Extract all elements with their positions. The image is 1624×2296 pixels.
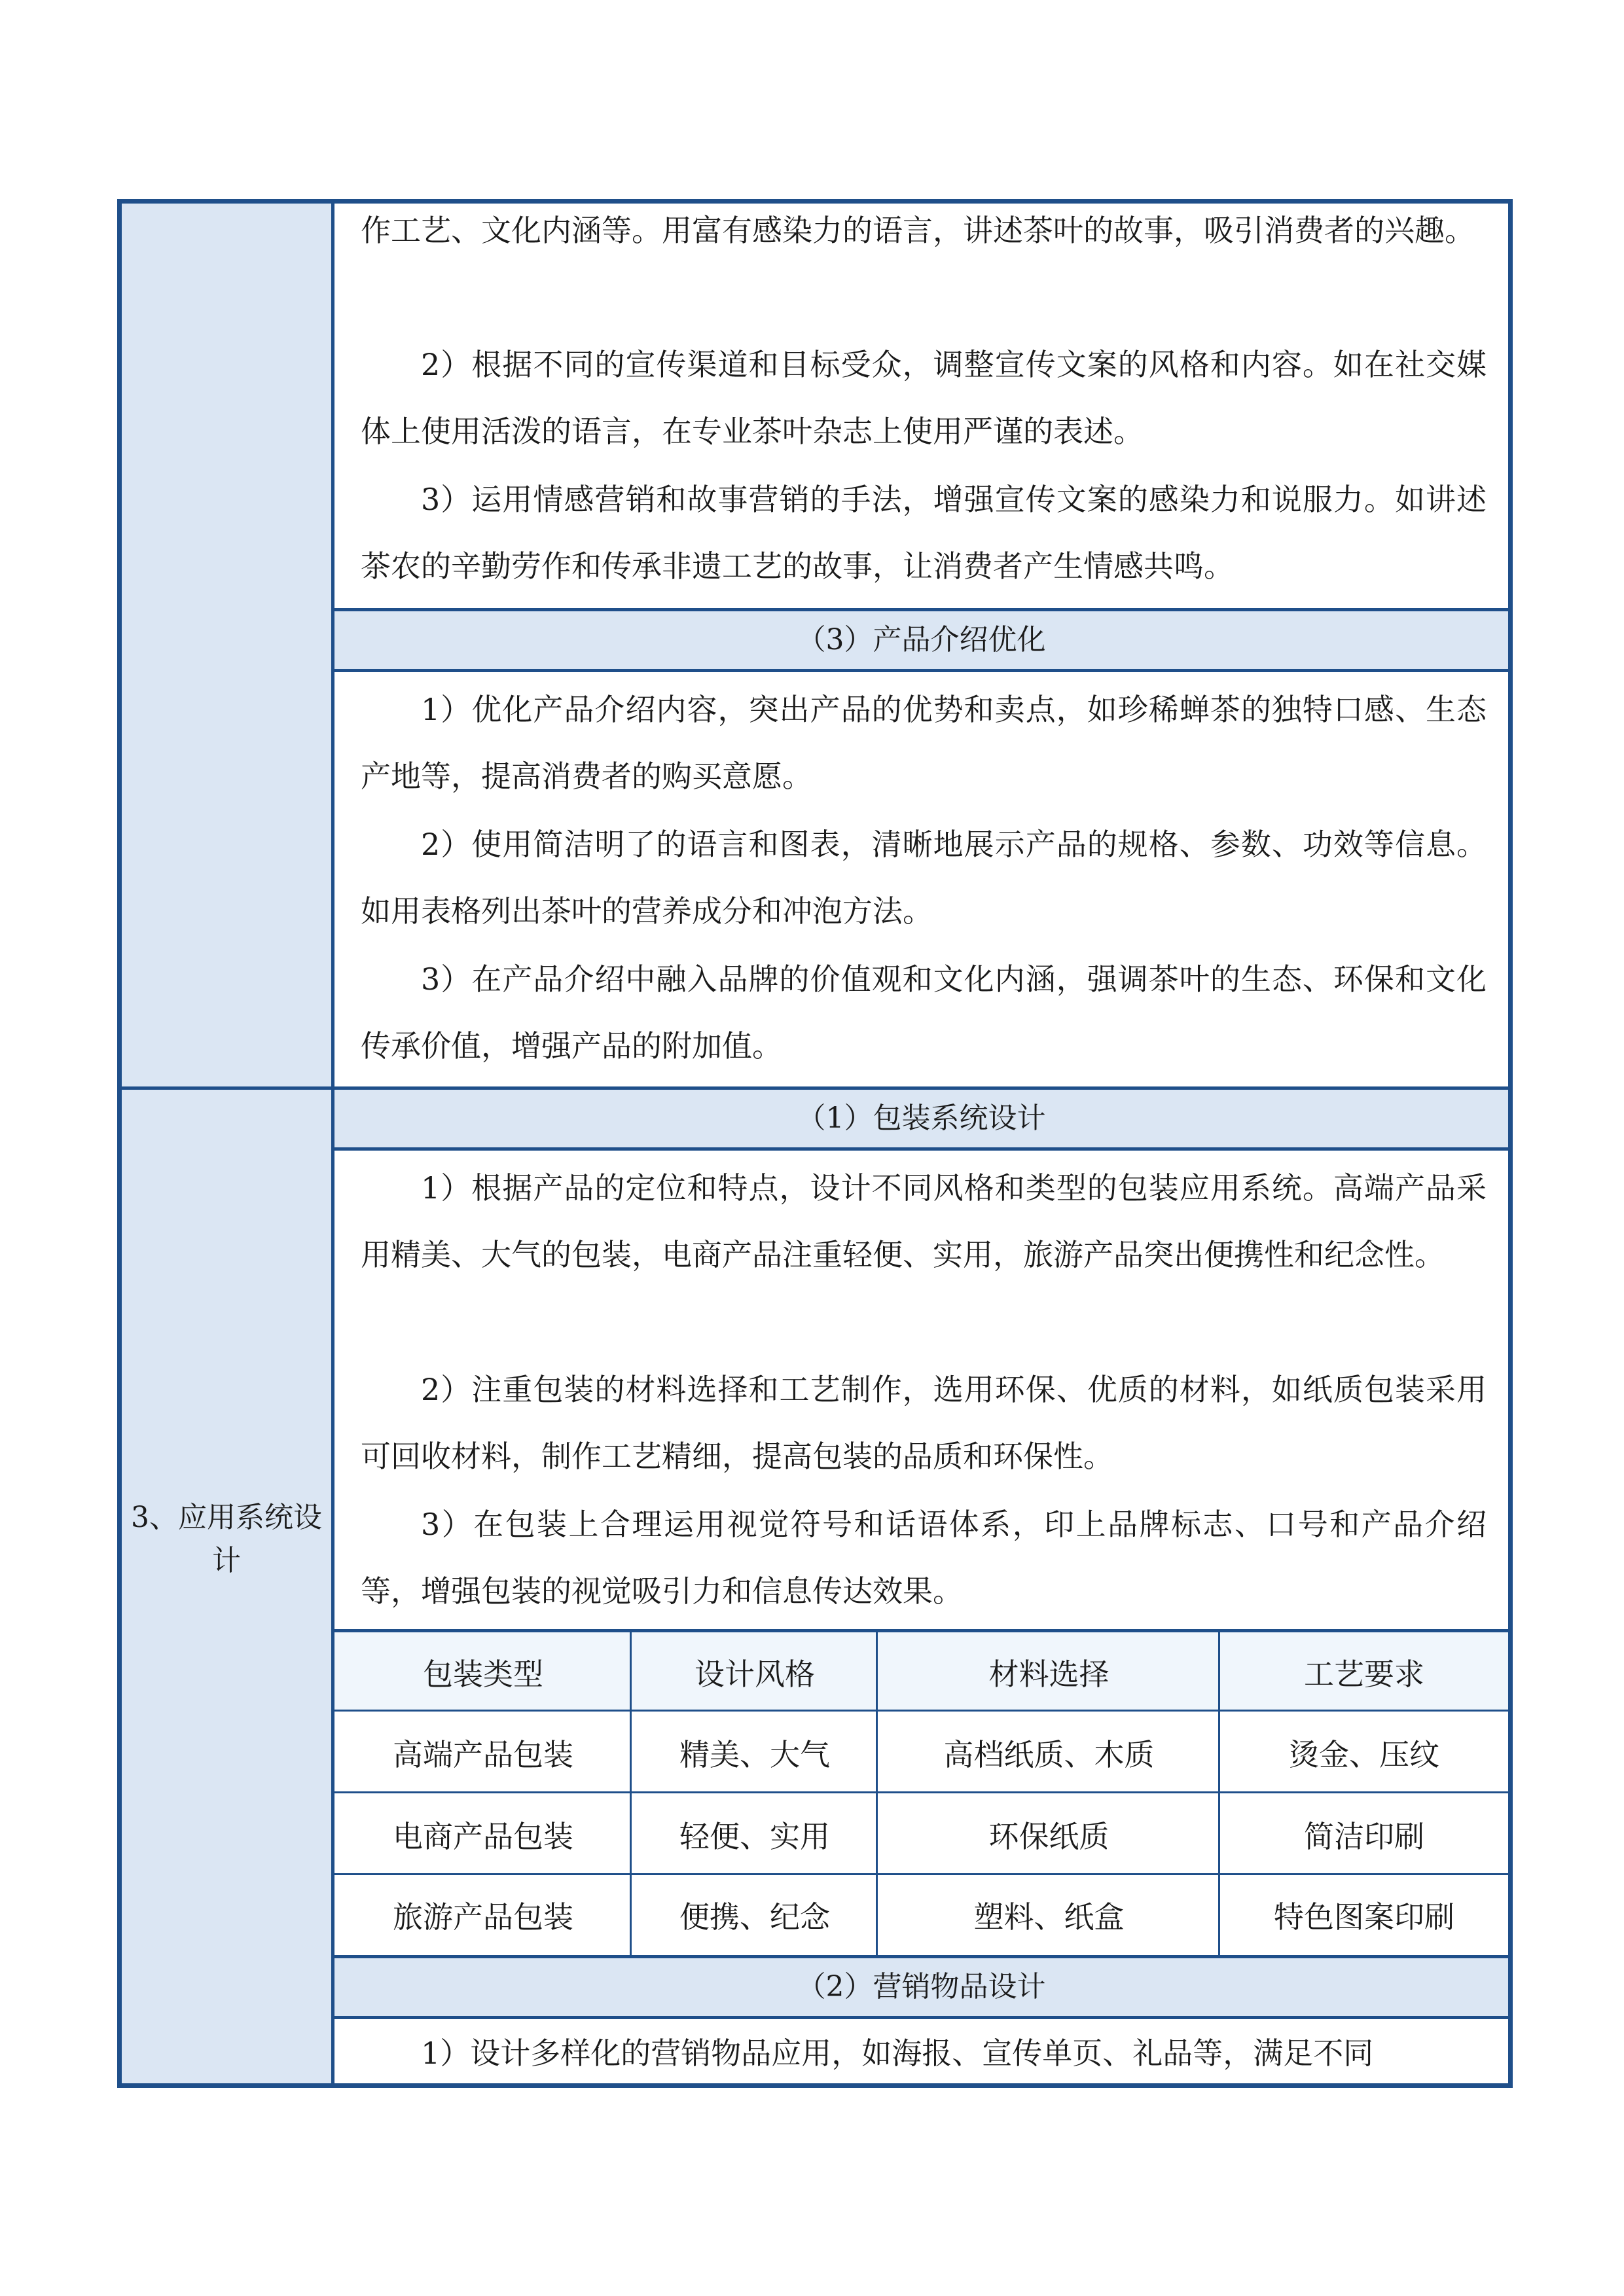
section-label-application-system: 3、应用系统设计 (131, 1501, 322, 1577)
table-cell: 环保纸质 (988, 1818, 1110, 1854)
paragraph-product-content: 1）优化产品介绍内容，突出产品的优势和卖点，如珍稀蝉茶的独特口感、生态产地等，提高消费者的购买意愿。 (361, 692, 1487, 794)
table-header-cell: 设计风格 (695, 1656, 815, 1692)
table-cell: 塑料、纸盒 (973, 1899, 1125, 1935)
paragraph-copy-channels: 2）根据不同的宣传渠道和目标受众，调整宣传文案的风格和内容。如在社交媒体上使用活泼的语言，在专业茶叶杂志上使用严谨的表述。 (361, 347, 1487, 449)
table-cell: 旅游产品包装 (393, 1899, 573, 1935)
column-divider (331, 204, 334, 2083)
table-header-cell: 材料选择 (988, 1656, 1110, 1692)
table-cell: 高端产品包装 (393, 1736, 573, 1772)
table-header-cell: 工艺要求 (1304, 1656, 1424, 1692)
table-cell: 烫金、压纹 (1289, 1736, 1439, 1772)
paragraph-product-values: 3）在产品介绍中融入品牌的价值观和文化内涵，强调茶叶的生态、环保和文化传承价值，增强产品的附加值。 (361, 961, 1487, 1064)
row-divider (334, 2016, 1508, 2019)
table-cell: 高档纸质、木质 (943, 1736, 1155, 1772)
table-cell: 电商产品包装 (393, 1818, 573, 1854)
paragraph-packaging-symbols: 3）在包装上合理运用视觉符号和话语体系，印上品牌标志、口号和产品介绍等，增强包装的视觉吸引力和信息传达效果。 (361, 1507, 1487, 1609)
paragraph-product-charts: 2）使用简洁明了的语言和图表，清晰地展示产品的规格、参数、功效等信息。如用表格列出茶叶的营养成分和冲泡方法。 (361, 827, 1487, 929)
document-table (117, 199, 1513, 2088)
paragraph-copy-intro: 作工艺、文化内涵等。用富有感染力的语言，讲述茶叶的故事，吸引消费者的兴趣。 (361, 213, 1475, 248)
left-label-column (122, 204, 331, 2083)
row-divider (334, 1147, 1508, 1151)
table-cell: 便携、纪念 (679, 1899, 830, 1935)
heading-marketing-items: （2）营销物品设计 (334, 1958, 1508, 2016)
paragraph-packaging-materials: 2）注重包装的材料选择和工艺制作，选用环保、优质的材料，如纸质包装采用可回收材料，制作工艺精细，提高包装的品质和环保性。 (361, 1372, 1487, 1474)
heading-product-intro: （3）产品介绍优化 (334, 611, 1508, 669)
paragraph-packaging-styles: 1）根据产品的定位和特点，设计不同风格和类型的包装应用系统。高端产品采用精美、大气的包装，电商产品注重轻便、实用，旅游产品突出便携性和纪念性。 (361, 1170, 1487, 1272)
row-divider (334, 669, 1508, 672)
table-cell: 精美、大气 (679, 1736, 830, 1772)
paragraph-marketing-variety: 1）设计多样化的营销物品应用，如海报、宣传单页、礼品等，满足不同 (421, 2036, 1374, 2071)
table-header-cell: 包装类型 (423, 1656, 543, 1692)
heading-packaging-system: （1）包装系统设计 (334, 1090, 1508, 1147)
table-cell: 简洁印刷 (1304, 1818, 1424, 1854)
paragraph-copy-emotion: 3）运用情感营销和故事营销的手法，增强宣传文案的感染力和说服力。如讲述茶农的辛勤劳作和传承非遗工艺的故事，让消费者产生情感共鸣。 (361, 482, 1487, 584)
table-cell: 特色图案印刷 (1274, 1899, 1454, 1935)
table-cell: 轻便、实用 (679, 1818, 830, 1854)
